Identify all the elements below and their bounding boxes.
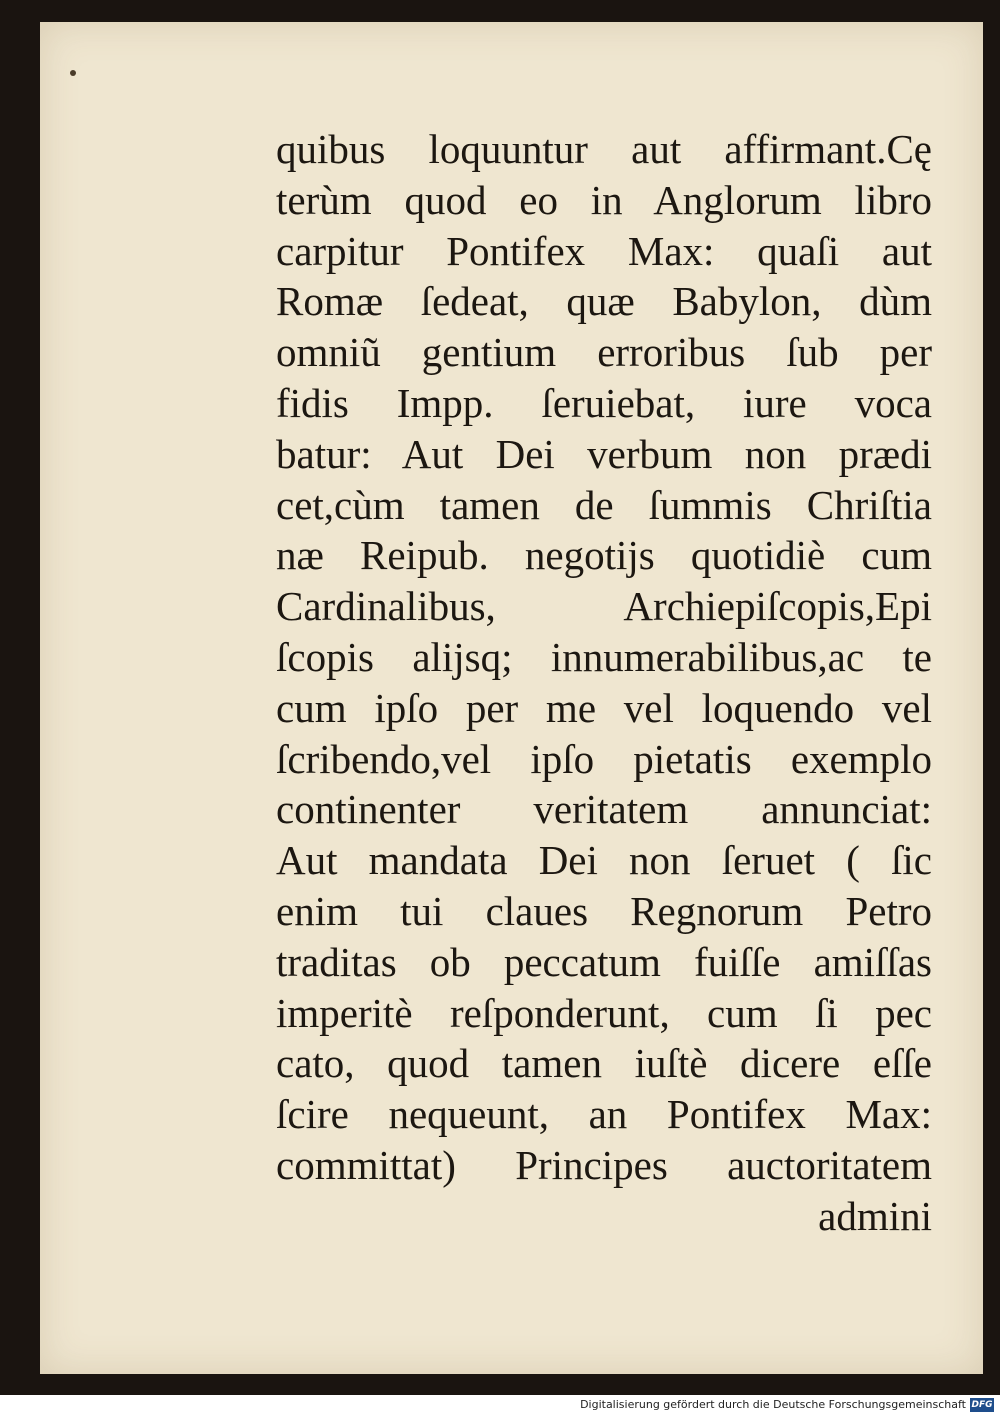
text-line: næ Reipub. negotijs quotidiè cum	[276, 532, 932, 579]
page-text	[276, 124, 932, 1242]
text-line: Aut mandata Dei non ſeruet ( ſic	[276, 837, 932, 884]
text-line: Cardinalibus, Archiepiſcopis,Epi	[276, 583, 932, 630]
text-line: fidis Impp. ſeruiebat, iure voca	[276, 379, 932, 426]
text-line: enim tui claues Regnorum Petro	[276, 887, 932, 934]
catchword: admini	[818, 1192, 932, 1239]
text-line: omniũ gentium erroribus ſub per	[276, 329, 932, 376]
text-line: Romæ ſedeat, quæ Babylon, dùm	[276, 278, 932, 325]
text-line: committat) Principes auctoritatem	[276, 1141, 932, 1188]
dfg-logo-icon: DFG	[971, 1400, 993, 1410]
text-line: ſcopis alijsq; innumerabilibus,ac te	[276, 633, 932, 680]
funding-credit: Digitalisierung gefördert durch die Deutsche Forschungsgemeinschaft	[580, 1398, 966, 1411]
footer-bar	[0, 1395, 1000, 1416]
text-line: carpitur Pontifex Max: quaſi aut	[276, 227, 932, 274]
text-line: cum ipſo per me vel loquendo vel	[276, 684, 932, 731]
text-line: cet,cùm tamen de ſummis Chriſtia	[276, 481, 932, 528]
text-line: cato, quod tamen iuſtè dicere eſſe	[276, 1040, 932, 1087]
text-line: imperitè reſponderunt, cum ſi pec	[276, 989, 932, 1036]
text-line: terùm quod eo in Anglorum libro	[276, 176, 932, 223]
text-line: batur: Aut Dei verbum non prædi	[276, 430, 932, 477]
text-line: continenter veritatem annunciat:	[276, 786, 932, 833]
text-line: ſcribendo,vel ipſo pietatis exemplo	[276, 735, 932, 782]
text-line: quibus loquuntur aut affirmant.Cę	[276, 126, 932, 172]
text-line: ſcire nequeunt, an Pontifex Max:	[276, 1091, 932, 1138]
ink-stain	[70, 70, 76, 76]
text-line: traditas ob peccatum fuiſſe amiſſas	[276, 938, 932, 985]
